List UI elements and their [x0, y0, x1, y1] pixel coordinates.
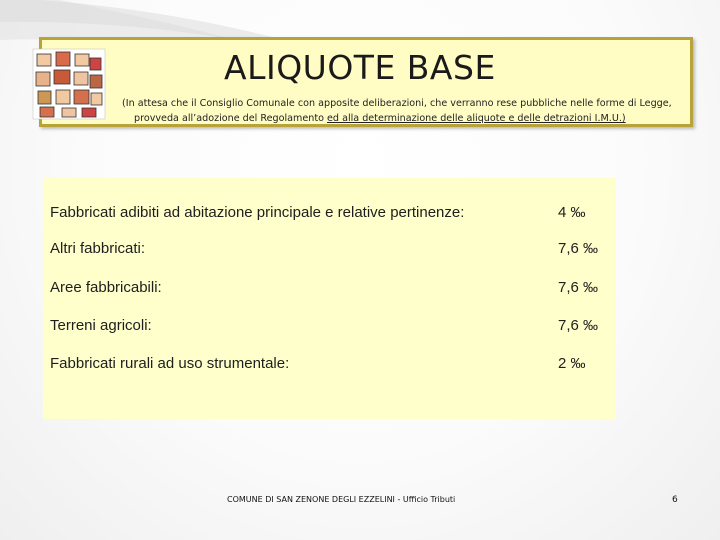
rate-value: 7,6 ‰ — [558, 279, 599, 296]
note-line-1: (In attesa che il Consiglio Comunale con apposite deliberazioni, che verranno rese pubbliche nelle forme di Legge, — [122, 98, 672, 109]
footer-text: COMUNE DI SAN ZENONE DEGLI EZZELINI - Ufficio Tributi — [227, 495, 456, 504]
page-title: ALIQUOTE BASE — [224, 48, 496, 87]
rate-row — [50, 279, 616, 303]
rate-label: Aree fabbricabili: — [50, 279, 162, 296]
rate-row — [50, 317, 616, 341]
rate-label: Fabbricati adibiti ad abitazione principale e relative pertinenze: — [50, 204, 465, 221]
rates-panel — [43, 178, 616, 419]
rate-label: Altri fabbricati: — [50, 240, 146, 257]
rate-row — [50, 240, 616, 264]
rate-value: 4 ‰ — [558, 204, 586, 221]
rate-row — [50, 204, 616, 228]
note-line-2-underlined: ed alla determinazione delle aliquote e delle detrazioni I.M.U.) — [327, 113, 626, 124]
rate-value: 7,6 ‰ — [558, 240, 599, 257]
note-line-2-plain: provveda all’adozione del Regolamento — [134, 113, 328, 124]
rate-value: 2 ‰ — [558, 355, 586, 372]
header-note — [118, 96, 684, 126]
note-line-2 — [118, 111, 684, 126]
rate-label: Terreni agricoli: — [50, 317, 152, 334]
rate-value: 7,6 ‰ — [558, 317, 599, 334]
rate-label: Fabbricati rurali ad uso strumentale: — [50, 355, 290, 372]
page-number: 6 — [672, 495, 678, 505]
people-clipart-icon — [32, 48, 106, 120]
rate-row — [50, 355, 616, 379]
